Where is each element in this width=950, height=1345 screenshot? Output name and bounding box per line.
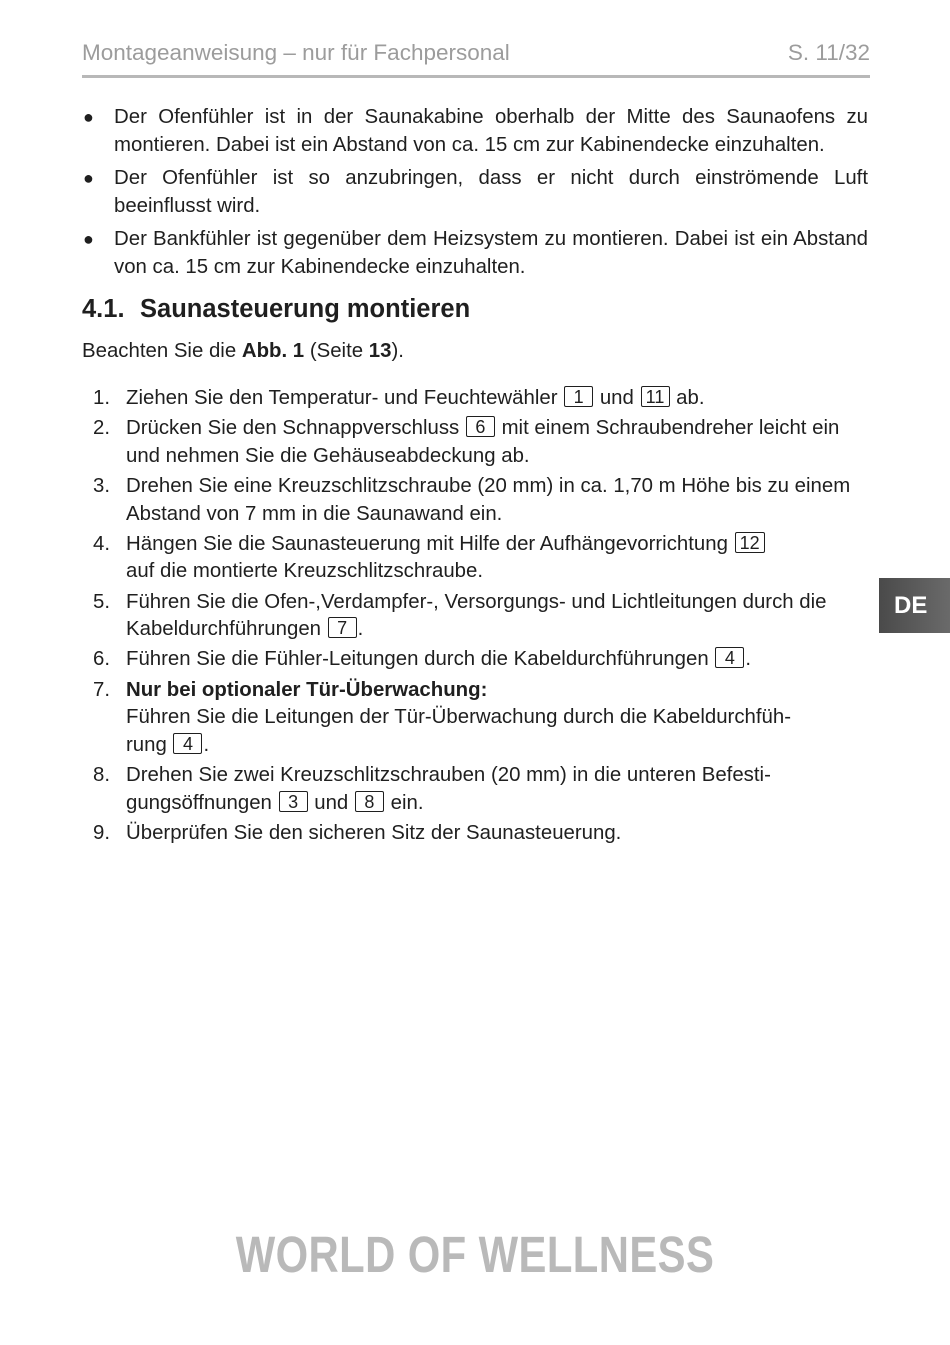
step-text: und (308, 791, 354, 814)
step-item (82, 531, 868, 586)
brand-logo: WORLD OF WELLNESS (235, 1226, 715, 1283)
part-reference: 8 (355, 791, 384, 812)
step-item (82, 820, 868, 848)
bullet-text: Der Bankfühler ist gegenüber dem Heizsystem zu montieren. Dabei ist ein Abstand von ca. 15 cm zur Kabinendecke einzuhalten. (114, 228, 868, 278)
part-reference: 1 (564, 386, 593, 407)
step-item (82, 473, 868, 528)
part-reference: 12 (735, 532, 765, 553)
language-tab: DE (879, 578, 950, 633)
step-text: Überprüfen Sie den sicheren Sitz der Saunasteuerung. (126, 821, 622, 844)
part-reference: 4 (715, 647, 744, 668)
requirements-list (82, 104, 868, 287)
step-item (82, 646, 868, 674)
intro-after: ). (391, 340, 404, 362)
bullet-icon: ● (83, 229, 94, 249)
part-reference: 6 (466, 416, 495, 437)
step-item (82, 385, 868, 413)
section-heading (82, 295, 470, 324)
list-item (82, 165, 868, 220)
step-text: gungsöffnungen (126, 791, 278, 814)
step-text: . (357, 618, 364, 641)
step-number: 3. (93, 475, 111, 498)
step-text: . (745, 648, 751, 671)
step-number: 4. (93, 532, 111, 555)
part-reference: 7 (328, 617, 357, 638)
step-text: auf die montierte Kreuzschlitzschraube. (126, 560, 484, 583)
part-reference: 3 (279, 791, 308, 812)
step-text: Führen Sie die Fühler-Leitungen durch die Kabeldurchführungen (126, 648, 715, 671)
step-text: ab. (670, 387, 705, 409)
step-number: 9. (93, 821, 111, 844)
step-item (82, 762, 868, 817)
bullet-text: Der Ofenfühler ist so anzubringen, dass er nicht durch einströmende Luft beeinflusst wird. (114, 167, 868, 217)
step-item (82, 415, 868, 470)
section-number: 4.1. (82, 295, 125, 323)
step-number: 2. (93, 417, 111, 440)
step-number: 6. (93, 648, 111, 671)
list-item (82, 226, 868, 281)
bullet-text: Der Ofenfühler ist in der Saunakabine oberhalb der Mitte des Saunaofens zu montieren. Dabei ist ein Abstand von ca. 15 cm zur Kabinendecke einzuhalten. (114, 106, 868, 156)
document-title: Montageanweisung – nur für Fachpersonal (82, 40, 510, 65)
intro-middle: (Seite (304, 340, 369, 362)
step-number: 8. (93, 764, 111, 787)
step-number: 7. (93, 678, 111, 701)
bullet-icon: ● (83, 168, 94, 188)
step-number: 1. (93, 387, 111, 409)
step-text: Führen Sie die Leitungen der Tür-Überwachung durch die Kabeldurchfüh- (126, 706, 791, 729)
intro-before: Beachten Sie die (82, 340, 242, 362)
step-condition: Nur bei optionaler Tür-Überwachung: (126, 678, 488, 701)
step-text: Drehen Sie eine Kreuzschlitzschraube (20 mm) in ca. 1,70 m Höhe bis zu einem Abstand von 7 mm in die Saunawand ein. (126, 475, 851, 525)
step-text: . (203, 733, 210, 756)
list-item (82, 104, 868, 159)
step-text: ein. (384, 791, 424, 814)
step-text: Hängen Sie die Saunasteuerung mit Hilfe der Aufhängevorrichtung (126, 532, 734, 555)
bullet-icon: ● (83, 107, 94, 127)
step-text: und (594, 387, 640, 409)
section-title: Saunasteuerung montieren (140, 295, 471, 323)
step-item (82, 589, 868, 644)
page-header (82, 38, 870, 78)
step-text: rung (126, 733, 173, 756)
installation-steps (82, 385, 868, 850)
part-reference: 11 (641, 386, 670, 407)
figure-reference: Abb. 1 (241, 340, 305, 362)
step-text: mit einem Schraubendreher leicht ein und nehmen Sie die Gehäuseabdeckung ab. (126, 417, 840, 467)
step-text: Drehen Sie zwei Kreuzschlitzschrauben (20 mm) in die unteren Befesti- (126, 764, 771, 787)
page-reference: 13 (368, 340, 392, 362)
part-reference: 4 (173, 733, 202, 754)
page-number: S. 11/32 (787, 40, 870, 65)
step-text: Ziehen Sie den Temperatur- und Feuchtewähler (126, 387, 564, 409)
step-text: Drücken Sie den Schnappverschluss (126, 417, 465, 440)
step-number: 5. (93, 590, 111, 613)
step-item (82, 677, 868, 760)
intro-text (82, 340, 404, 363)
step-text: Führen Sie die Ofen-,Verdampfer-, Versorgungs- und Lichtleitungen durch die Kabeldurchführungen (126, 590, 827, 641)
